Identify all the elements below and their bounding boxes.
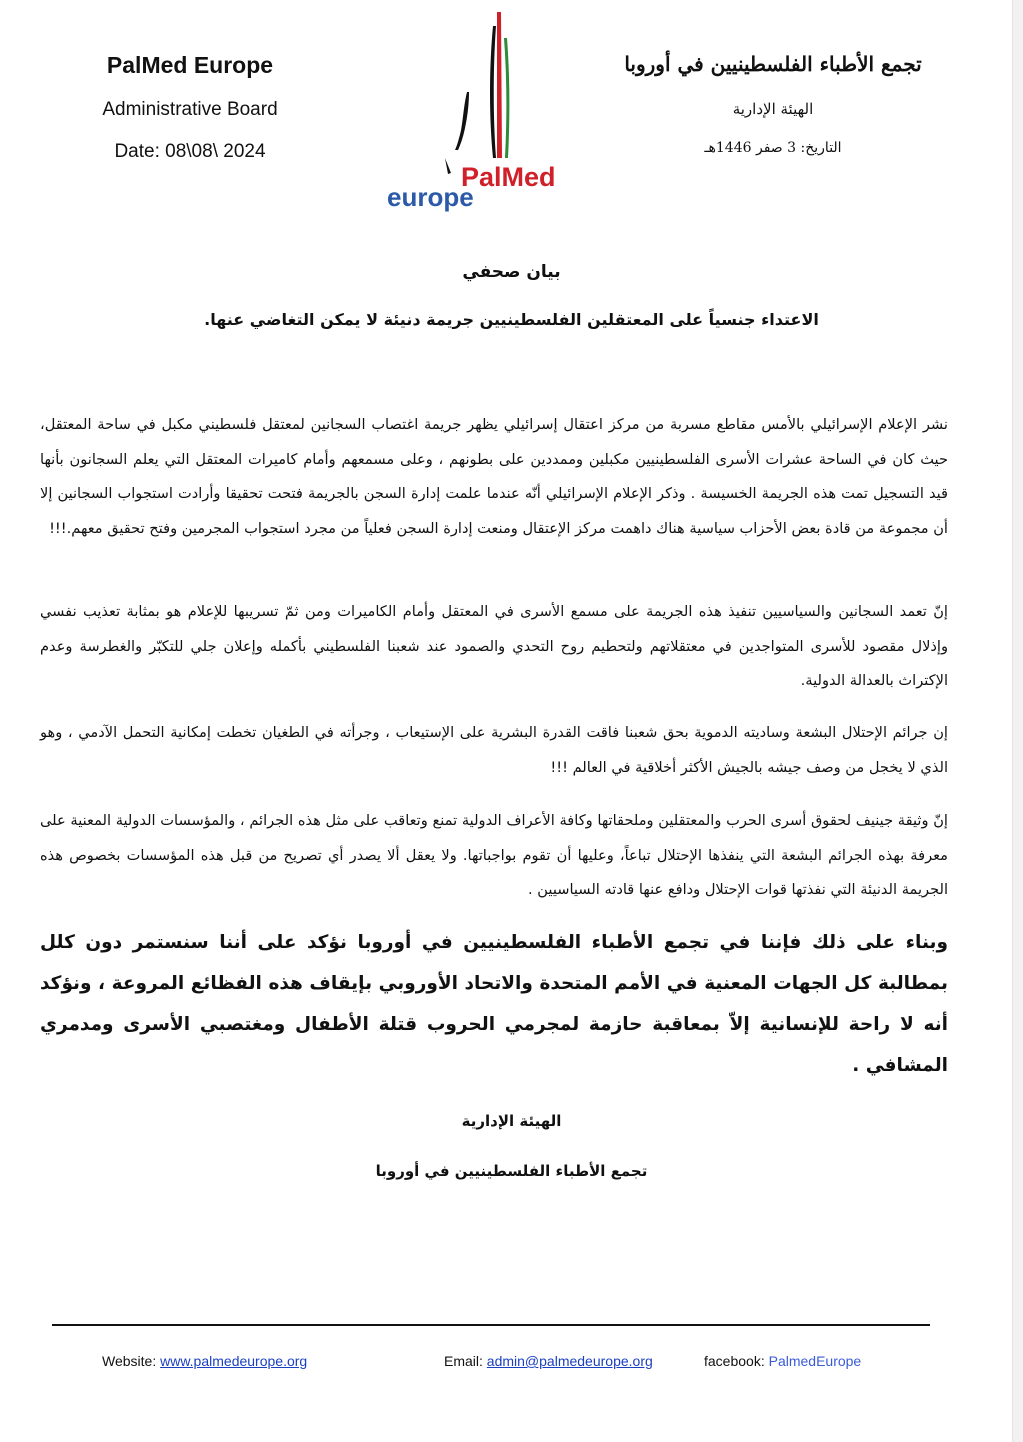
paragraph-4: إنّ وثيقة جينيف لحقوق أسرى الحرب والمعتقلين وملحقاتها وكافة الأعراف الدولية تمنع وتعاقب على مثل هذه الجرائم ، والمؤسسات الدولية المعنية على معرفة بهذه الجرائم البشعة التي ينفذها الإحتلال تباعاً، وعليها أن تقوم بواجباتها. ولا يعقل ألا يصدر أي تصريح من قبل هذه المؤسسات بخصوص هذه الجريمة الدنيئة التي نفذتها قوات الإحتلال ودافع عنها قادته السياسيين . (40, 812, 948, 898)
org-name-english: PalMed Europe (106, 52, 274, 78)
board-name-arabic: الهيئة الإدارية (732, 100, 814, 118)
header-arabic (613, 52, 933, 156)
palmed-logo (385, 8, 575, 213)
document-subtitle: الاعتداء جنسياً على المعتقلين الفلسطينيين جريمة دنيئة لا يمكن التغاضي عنها. (204, 310, 819, 329)
logo-green-stroke (504, 38, 509, 158)
signature-org: تجمع الأطباء الفلسطينيين في أوروبا (375, 1162, 648, 1180)
paragraph-5-bold: وبناء على ذلك فإننا في تجمع الأطباء الفلسطينيين في أوروبا نؤكد على أننا سنستمر دون كلل بمطالبة كل الجهات المعنية في الأمم المتحدة والاتحاد الأوروبي بإيقاف هذه الفظائع المروعة ، ونؤكد أنه لا راحة للإنسانية إلاّ بمعاقبة حازمة لمجرمي الحروب قتلة الأطفال ومغتصبي الأسرى ومدمري المشافي . (40, 932, 948, 1076)
board-name-english: Administrative Board (102, 99, 278, 120)
footer-facebook (704, 1353, 861, 1369)
footer-website (102, 1353, 307, 1369)
header-english (60, 52, 320, 163)
logo-word-palmed: PalMed (461, 162, 556, 192)
logo-tick (445, 158, 451, 174)
logo-black-stroke (490, 26, 496, 158)
page-edge (1012, 0, 1023, 1442)
logo-word-europe: europe (387, 182, 474, 212)
footer-divider (52, 1324, 930, 1326)
email-label: Email: (444, 1353, 483, 1369)
date-english: Date: 08\08\ 2024 (114, 141, 266, 162)
logo-side-stroke (455, 92, 469, 150)
logo-red-stroke (497, 12, 502, 158)
signature-board: الهيئة الإدارية (461, 1112, 562, 1130)
paragraph-1: نشر الإعلام الإسرائيلي بالأمس مقاطع مسربة من مركز اعتقال إسرائيلي يظهر جريمة اغتصاب السجانين لمعتقل فلسطيني مكبل في ساحة المعتقل، حيث كان في الساحة عشرات الأسرى الفلسطينيين مكبلين وممددين على بطونهم ، وعلى مسمعهم وأمام كاميرات المعتقل التي يعلم السجانون بأنها قيد التسجيل تمت هذه الجريمة الخسيسة . وذكر الإعلام الإسرائيلي أنّه عندما علمت إدارة السجن بالجريمة فتحت تحقيقا وأرادت استجواب السجانين إلا أن مجموعة من قادة بعض الأحزاب سياسية هناك داهمت مركز الإعتقال ومنعت إدارة السجن فعلياً من مجرد استجواب المجرمين وفتح تحقيق معهم.!!! (40, 416, 948, 537)
date-arabic: التاريخ: 3 صفر 1446هـ (704, 140, 842, 156)
facebook-label: facebook: (704, 1353, 765, 1369)
paragraph-2: إنّ تعمد السجانين والسياسيين تنفيذ هذه الجريمة على مسمع الأسرى في المعتقل وأمام الكاميرات ومن ثمّ تسريبها للإعلام هو بمثابة تعذيب نفسي وإذلال مقصود للأسرى المتواجدين في معتقلاتهم ولتحطيم روح التحدي والصمود عند شعبنا الفلسطيني بأكمله وإعلان جلي للتكبّر والغطرسة وعدم الإكتراث بالعدالة الدولية. (40, 603, 948, 689)
paragraph-3: إن جرائم الإحتلال البشعة وساديته الدموية بحق شعبنا فاقت القدرة البشرية على الإستيعاب ، وجرأته في الطغيان تخطت إمكانية التحمل الآدمي ، وهو الذي لا يخجل من وصف جيشه بالجيش الأكثر أخلاقية في العالم !!! (40, 724, 948, 776)
footer-email (444, 1353, 653, 1369)
facebook-handle[interactable]: PalmedEurope (768, 1353, 862, 1369)
document-title: بيان صحفي (462, 262, 561, 282)
org-name-arabic: تجمع الأطباء الفلسطينيين في أوروبا (624, 52, 922, 76)
website-label: Website: (102, 1353, 157, 1369)
palmed-logo-graphic (385, 8, 575, 213)
email-link[interactable]: admin@palmedeurope.org (486, 1353, 653, 1369)
website-link[interactable]: www.palmedeurope.org (160, 1353, 308, 1369)
